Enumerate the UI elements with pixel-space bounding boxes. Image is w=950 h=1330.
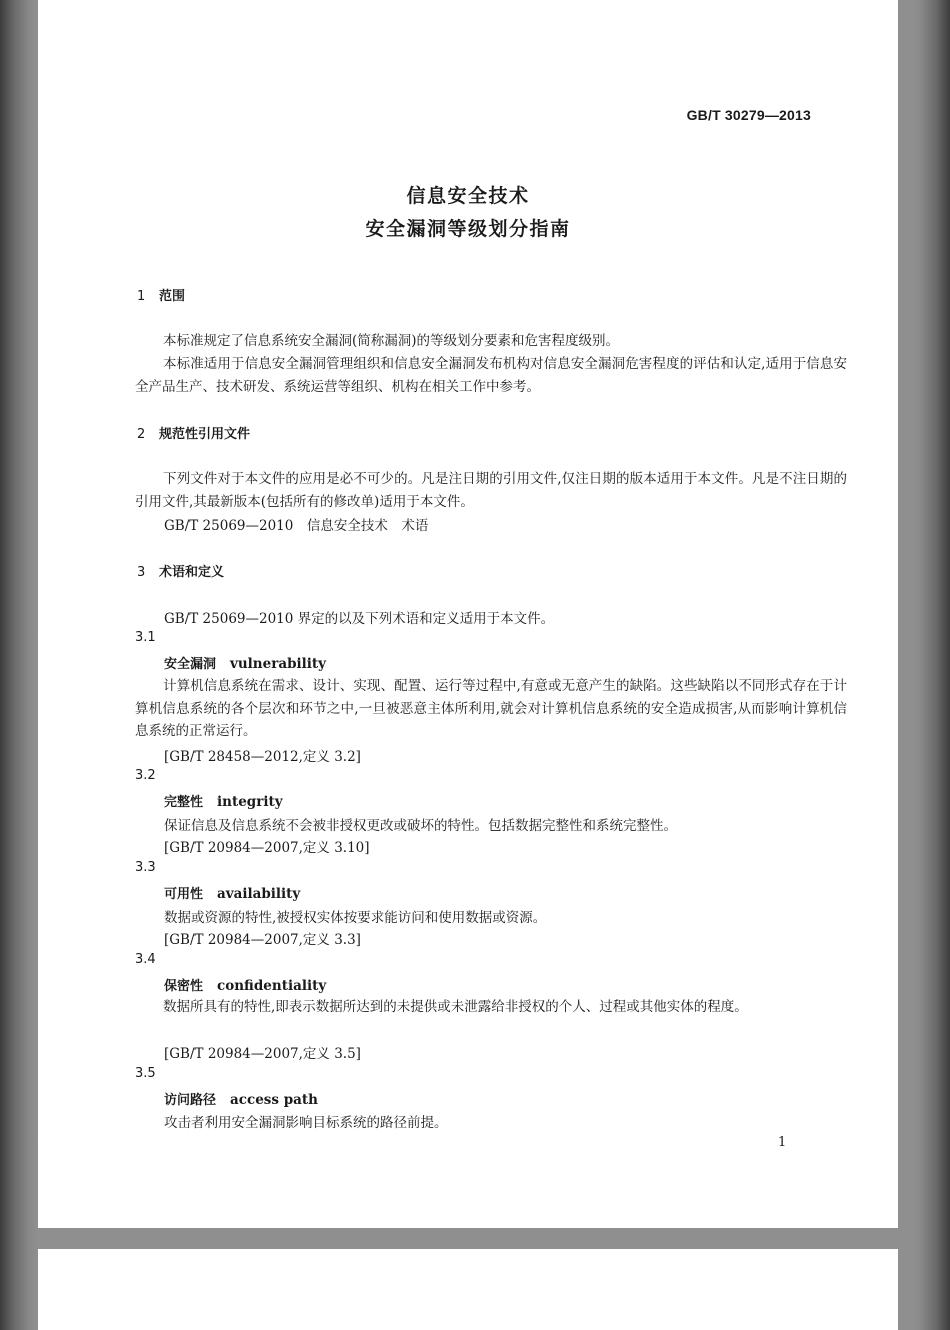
reference-item: GB/T 25069—2010 信息安全技术 术语 [164, 518, 429, 534]
term-definition: 保证信息及信息系统不会被非授权更改或破坏的特性。包括数据完整性和系统完整性。 [164, 818, 677, 834]
term-heading [164, 791, 283, 810]
term-definition: 数据或资源的特性,被授权实体按要求能访问和使用数据或资源。 [164, 910, 547, 926]
next-page [38, 1249, 898, 1330]
term-en: confidentiality [217, 978, 327, 994]
section-number: 1 [137, 289, 146, 304]
section-heading-scope [137, 285, 185, 304]
term-zh: 可用性 [164, 887, 204, 902]
terms-intro: GB/T 25069—2010 界定的以及下列术语和定义适用于本文件。 [164, 611, 555, 627]
term-heading [164, 883, 300, 902]
term-number: 3.1 [135, 630, 156, 645]
term-en: availability [217, 886, 301, 902]
section-title: 范围 [159, 289, 186, 304]
term-zh: 完整性 [164, 795, 204, 810]
term-source: [GB/T 20984—2007,定义 3.10] [164, 840, 370, 856]
section-number: 3 [137, 565, 146, 580]
term-number: 3.4 [135, 952, 156, 967]
section-number: 2 [137, 427, 146, 442]
scope-paragraph-1: 本标准规定了信息系统安全漏洞(简称漏洞)的等级划分要素和危害程度级别。 [163, 333, 620, 349]
term-zh: 访问路径 [164, 1093, 217, 1108]
term-heading [164, 975, 326, 994]
term-definition: 计算机信息系统在需求、设计、实现、配置、运行等过程中,有意或无意产生的缺陷。这些缺陷以不同形式存在于计算机信息系统的各个层次和环节之中,一旦被恶意主体所利用,就会对计算机信息系统的安全造成损害,从而影响计算机信息系统的正常运行。 [135, 678, 847, 739]
term-source: [GB/T 20984—2007,定义 3.3] [164, 932, 361, 948]
term-heading [164, 1089, 318, 1108]
page-number: 1 [778, 1135, 787, 1150]
section-title: 规范性引用文件 [159, 427, 251, 442]
section-title: 术语和定义 [159, 565, 225, 580]
term-heading [164, 653, 326, 672]
term-source: [GB/T 28458—2012,定义 3.2] [164, 749, 361, 765]
term-zh: 保密性 [164, 979, 204, 994]
term-definition: 攻击者利用安全漏洞影响目标系统的路径前提。 [164, 1115, 448, 1131]
term-en: integrity [217, 794, 283, 810]
section-heading-normative-references [137, 423, 250, 442]
term-definition: 数据所具有的特性,即表示数据所达到的未提供或未泄露给非授权的个人、过程或其他实体的程度。 [163, 999, 748, 1015]
references-paragraph: 下列文件对于本文件的应用是必不可少的。凡是注日期的引用文件,仅注日期的版本适用于本文件。凡是不注日期的引用文件,其最新版本(包括所有的修改单)适用于本文件。 [135, 471, 847, 510]
term-en: vulnerability [230, 656, 326, 672]
term-number: 3.5 [135, 1066, 156, 1081]
section-heading-terms [137, 561, 224, 580]
document-page [38, 0, 898, 1228]
standard-number: GB/T 30279—2013 [686, 107, 811, 123]
term-number: 3.2 [135, 768, 156, 783]
term-zh: 安全漏洞 [164, 657, 217, 672]
term-number: 3.3 [135, 860, 156, 875]
term-source: [GB/T 20984—2007,定义 3.5] [164, 1046, 361, 1062]
scope-paragraph-2: 本标准适用于信息安全漏洞管理组织和信息安全漏洞发布机构对信息安全漏洞危害程度的评估和认定,适用于信息安全产品生产、技术研发、系统运营等组织、机构在相关工作中参考。 [135, 356, 847, 395]
term-en: access path [230, 1092, 318, 1108]
document-title-line1: 信息安全技术 [406, 185, 530, 207]
document-title-line2: 安全漏洞等级划分指南 [365, 218, 571, 240]
